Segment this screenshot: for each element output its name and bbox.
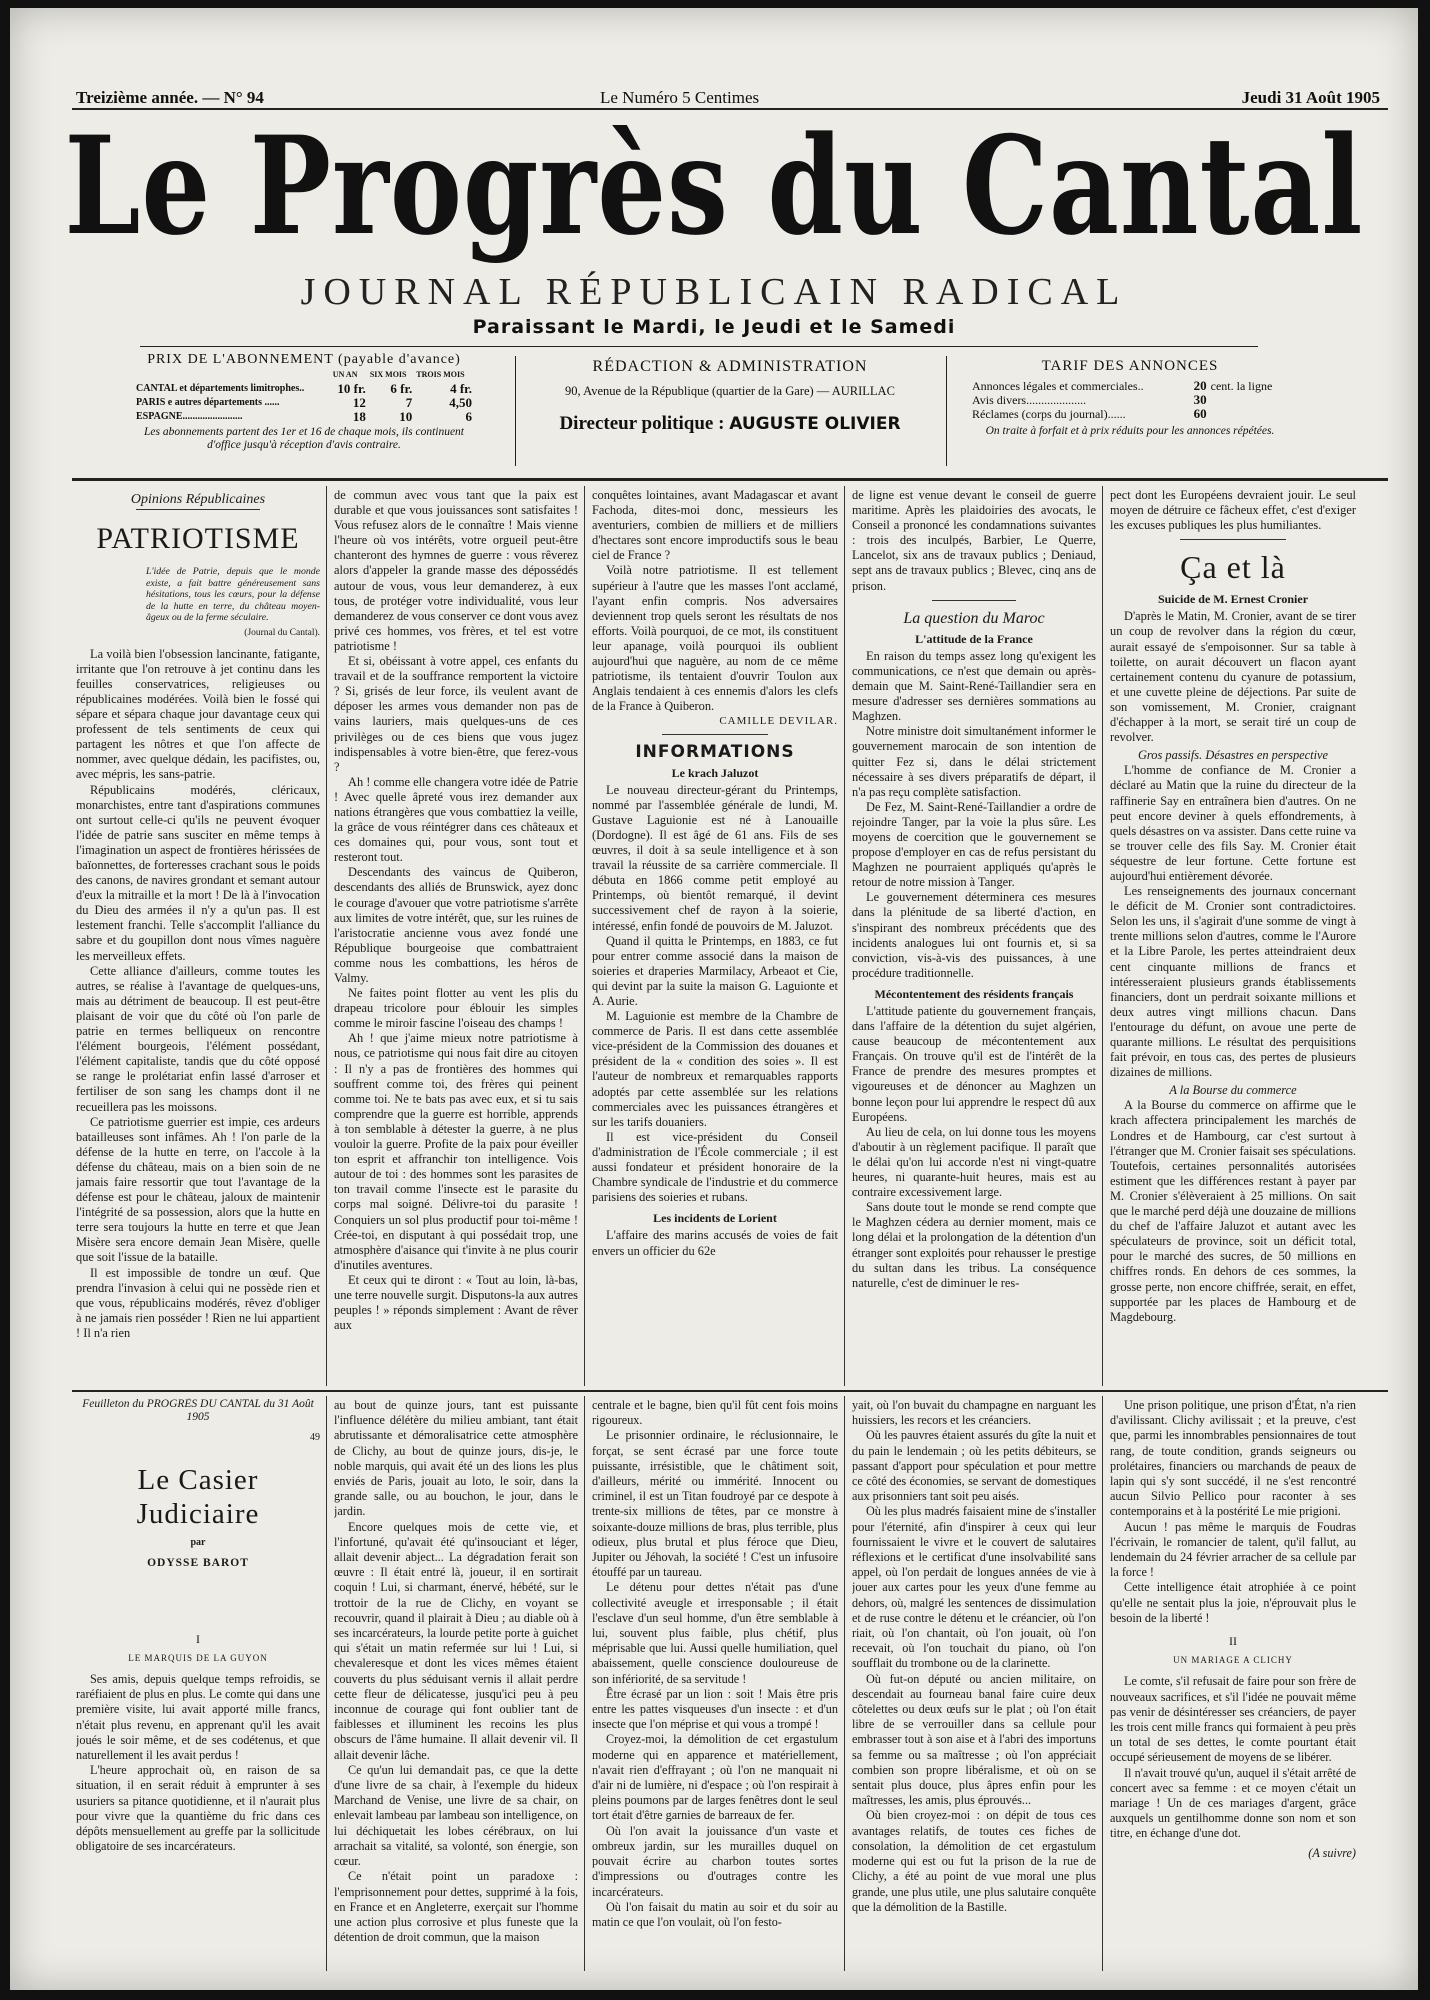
- paragraph: Il est vice-président du Conseil d'administration de l'École commerciale ; il est aussi fondateur et président honoraire de la Chambre syndicale de l'industrie et du commerce parisiens des soieries et rubans.: [592, 1129, 838, 1205]
- subscription-cell: 4,50: [449, 395, 472, 410]
- column-3: [592, 488, 838, 1386]
- director-name: AUGUSTE OLIVIER: [729, 414, 901, 434]
- paragraph: Et ceux qui te diront : « Tout au loin, là-bas, une terre nouvelle surgit. Disputons-la aux autres peuples ! » réponds simplement : Avant de rêver aux: [334, 1272, 578, 1333]
- ads-table: [970, 379, 1290, 421]
- paragraph: Où les plus madrés faisaient mine de s'installer pour l'éternité, afin d'inspirer à ceux qui leur fournissaient le vivre et le couvert de salutaires réflexions et le certificat d'une insolvabilité sans appel, où l'on perdait de longues années de vie à jouer aux cartes pour les yeux d'une femme au dehors, où, malgré les sentences de dissimulation et de ruse contre le détenu et le créancier, où l'on riait, où l'on chantait, où l'on jouait, où l'on recevait, où l'on touchait du piano, où l'on soufflait du trombone ou de la clarinette.: [852, 1504, 1096, 1671]
- subscription-cell: 18: [352, 409, 366, 424]
- maroc-title: La question du Maroc: [903, 609, 1045, 627]
- ads-row-unit: cent. la ligne: [1210, 379, 1273, 393]
- paragraph: Où les pauvres étaient assurés du gîte la nuit et du pain le lendemain ; où les petits débiteurs, se passant d'apport pour spéculation et pour mettre ce côté des économies, se servant de domestiques aux prisonniers tant soit peu aisés.: [852, 1428, 1096, 1504]
- separator: [1180, 539, 1286, 540]
- feuilleton-col5: [1110, 1398, 1356, 1973]
- feuilleton-author: ODYSSE BAROT: [147, 1557, 249, 1570]
- paragraph: M. Laguionie est membre de la Chambre de commerce de Paris. Il est dans cette assemblée vice-président de la Commission des douanes et président de la « condition des soies ». Il est l'auteur de nombreux et remarquables rapports adoptés par cette assemblée sur les relations commerciales avec les puissances étrangères et sur les tarifs douaniers.: [592, 1009, 838, 1129]
- director-label: Directeur politique :: [559, 413, 725, 434]
- article-title: PATRIOTISME: [96, 522, 300, 556]
- feuilleton-header: Feuilleton du PROGRÈS DU CANTAL du 31 Août 1905: [82, 1398, 314, 1423]
- ads-box: [970, 352, 1290, 438]
- paragraph: Où l'on avait la jouissance d'un vaste et ombreux jardin, sur les murailles duquel on pouvait écrire au charbon toutes sortes d'impressions ou d'outrages contre les incarcérateurs.: [592, 1823, 838, 1899]
- column-rule: [326, 1396, 327, 1971]
- period-six: SIX MOIS: [369, 370, 407, 379]
- paragraph: de commun avec vous tant que la paix est durable et que vous jouissances sont satisfaites ! Vous refusez alors de le connaître ! Mais vienne l'heure où vos intérêts, votre orgueil peut-être chanteront des hymnes de guerre : vous rêverez alors d'appeler la grande masse des dépossédés autour de vous, vous leur demanderez, à eux tous, de protéger votre individualité, vous leur demanderez de vous conserver ce dont vous avez privé ces hommes, vos frères, et tel est votre patriotisme !: [334, 488, 578, 653]
- feuilleton-col3: [592, 1398, 838, 1973]
- ads-row-value: 30: [1193, 392, 1207, 407]
- issue-date: Jeudi 31 Août 1905: [1241, 88, 1380, 107]
- subscription-heading: PRIX DE L'ABONNEMENT (payable d'avance): [147, 352, 461, 367]
- paragraph: centrale et le bagne, bien qu'il fût cent fois moins rigoureux.: [592, 1398, 838, 1428]
- article-epigraph: L'idée de Patrie, depuis que le monde existe, a fait battre généreusement sans hésitations, tous les cœurs, pour la défense de la hutte en terre, du château moyen-âgeux ou de la ferme séculaire.: [146, 566, 320, 624]
- paragraph: Sans doute tout le monde se rend compte que le Maghzen cédera au dernier moment, mais ce long délai et la prolongation de la détention d'un étranger sont exploités pour rehausser le prestige du sultan dans les tribus. La conséquence naturelle, c'est de diminuer le res-: [852, 1200, 1096, 1290]
- paragraph: Ce n'était point un paradoxe : l'emprisonnement pour dettes, supprimé à la fois, en France et en Angleterre, exerçait sur l'homme une action plus corrosive et plus funeste que la détention de droit commun, que la maison: [334, 1869, 578, 1945]
- paragraph: Le prisonnier ordinaire, le réclusionnaire, le forçat, se sent écrasé par une force toute puissante, irrésistible, que le châtiment soit, d'ailleurs, mérité ou immérité. Innocent ou criminel, il est un Titan foudroyé par ce despote à trente-six millions de têtes, par ce monstre à soixante-douze millions de bras, plus terrible, plus odieux, plus brutal et plus féroce que Dieu, Jupiter ou Jéhovah, la société ! C'est un infusoire étouffé par un taureau.: [592, 1428, 838, 1580]
- subscription-cell: 6 fr.: [390, 381, 413, 396]
- chapter-number: I: [196, 1631, 200, 1646]
- epigraph-source: (Journal du Cantal).: [244, 627, 320, 638]
- ads-row-label: Réclames (corps du journal)......: [972, 407, 1126, 421]
- ca-et-la-title: Ça et là: [1180, 549, 1286, 586]
- paragraph: Le gouvernement déterminera ces mesures dans la plénitude de sa liberté d'action, en s'inspirant des nombreux précédents que des incidents analogues lui ont fournis et, si sa conviction, vis-à-vis des puissances, à une procédure traditionnelle.: [852, 890, 1096, 980]
- paragraph: Il est impossible de tondre un œuf. Que prendra l'invasion à celui qui ne possède rien et que vous, républicains modérés, rêvez d'obliger à ne jamais rien posséder ! Rien ne lui appartient ! Il n'a rien: [76, 1265, 320, 1340]
- newspaper-page: [10, 8, 1418, 1990]
- paragraph: Descendants des vaincus de Quiberon, descendants des alliés de Brunswick, ayez donc le courage d'avouer que votre patriotisme s'arrête aux limites de votre intérêt, que, sur les ruines de l'aristocratie ancienne vous avez fondé une République bourgeoise que combattraient comme nous les combattions, les héros de Valmy.: [334, 865, 578, 985]
- subscription-cell: 10 fr.: [337, 381, 366, 396]
- subscription-cell: 4 fr.: [450, 381, 472, 396]
- period-three: TROIS MOIS: [416, 370, 465, 379]
- article-signature: CAMILLE DEVILAR.: [719, 715, 838, 728]
- paragraph: Ce qu'un lui demandait pas, ce que la dette d'une livre de sa chair, à l'exemple du hideux Marchand de Venise, une livre de sa chair, on enlevait lambeau par lambeau son intelligence, on lui déchiquetait les lobes cérébraux, on lui arrachait sa vitalité, sa volonté, son énergie, son cœur.: [334, 1762, 578, 1869]
- paragraph: L'heure approchait où, en raison de sa situation, il en serait réduit à emprunter à ses usuriers sa pitance quotidienne, et il n'aurait plus pour vivre que la quantième du fric dans ces dépôts mensuellement au greffe par la sollicitude obligatoire de ses incarcérateurs.: [76, 1763, 320, 1854]
- krach-heading: Le krach Jaluzot: [671, 765, 759, 780]
- paragraph: Où l'on faisait du matin au soir et du soir au matin ce que l'on voulait, où l'on festo-: [592, 1899, 838, 1929]
- paragraph: Voilà notre patriotisme. Il est tellement supérieur à l'autre que les masses l'ont acclamé, l'ayant enfin compris. Nos adversaires deviennent trop quels seront les résultats de nos efforts. Voilà pourquoi, de ce mot, ils constituent leur apanage, voilà pourquoi ils oublient aujourd'hui que naguère, au nom de ce même patriotisme, ils tentaient d'ouvrir Toulon aux Anglais tendaient à ces ennemis d'alors les clefs de la France à Quiberon.: [592, 563, 838, 714]
- paragraph: Croyez-moi, la démolition de cet ergastulum moderne qui en apparence et matériellement, n'avait rien d'effrayant ; où l'on ne manquait ni d'air ni de lumière, ni d'espace ; où l'on respirait à pleins poumons par de larges fenêtres dont le seul tort était d'être garnies de barreaux de fer.: [592, 1732, 838, 1823]
- feuilleton-number: 49: [310, 1432, 320, 1443]
- subscription-row-label: CANTAL et départements limitrophes..: [136, 383, 305, 394]
- subscription-row-label: PARIS e autres départements ......: [136, 397, 280, 408]
- paragraph: Être écrasé par un lion : soit ! Mais être pris entre les pattes visqueuses d'un insecte : et d'un insecte que l'on méprise et qui vous a trompé !: [592, 1686, 838, 1732]
- redaction-address: 90, Avenue de la République (quartier de la Gare) — AURILLAC: [565, 384, 895, 398]
- paragraph: Encore quelques mois de cette vie, et l'infortuné, qu'avait été qu'insouciant et léger, allait devenir abject... La dégradation ferait son œuvre : Il était entré là, joueur, il en sortirait coquin ! Lui, si charmant, énervé, hébété, sur le trottoir de la rue de Clichy, en voyant se recouvrir, quand il plairait à Dieu ; au diable où à ses incarcérateurs, la lourde petite porte à guichet qui s'était un matin refermée sur lui ! Lui, si chevaleresque et dont les vices mêmes étaient couverts du plus séduisant vernis il allait perdre cette fleur de délicatesse, jusqu'ici peu à peu inconnue de courage qui font oublier tant de faiblesses et illuminent les recoins les plus obscurs de l'âme humaine. Il allait devenir vil. Il allait devenir lâche.: [334, 1519, 578, 1762]
- ads-row-label: Avis divers....................: [972, 393, 1087, 407]
- feuilleton-title: Le Casier Judiciaire: [136, 1464, 260, 1531]
- subscription-cell: 7: [405, 395, 413, 410]
- paragraph: D'après le Matin, M. Cronier, avant de se tirer un coup de revolver dans la région du cœur, aurait essayé de s'empoisonner. Sur sa table à toilette, on aurait découvert un flacon ayant certainement contenu du cyanure de potassium, et une cuvette pleine de déjections. Par suite de son vomissement, M. Cronier, craignant d'échapper à la mort, se serait tiré un coup de revolver.: [1110, 609, 1356, 745]
- column-rule: [1102, 486, 1103, 1386]
- column-rule: [326, 486, 327, 1386]
- paragraph: Une prison politique, une prison d'État, n'a rien d'avilissant. Clichy avilissait ; et la preuve, c'est que, parmi les innombrables pensionnaires de tout rang, de toute condition, grands seigneurs ou prolétaires, financiers ou marchands de peaux de lapin qui s'y sont succédé, il ne s'est rencontré aucun Silvio Pellico pour raconter à ses contemporains et à la postérité Le mie prigioni.: [1110, 1398, 1356, 1519]
- subscription-row-label: ESPAGNE........................: [136, 411, 243, 422]
- masthead-subtitle: JOURNAL RÉPUBLICAIN RADICAL: [300, 271, 1128, 313]
- period-year: UN AN: [332, 370, 358, 379]
- paragraph: Cette intelligence était atrophiée à ce point qu'elle ne sentait plus la joie, n'éprouvait plus le besoin de la liberté !: [1110, 1580, 1356, 1625]
- feuilleton-col4: [852, 1398, 1096, 1973]
- paragraph: De Fez, M. Saint-René-Taillandier a ordre de rejoindre Tanger, par la voie la plus sûre. Les moyens de coercition que le gouvernement se propose d'employer en cas de refus persistant du Maghzen ne pourraient appliqués qu'après le retour de notre mission à Tanger.: [852, 799, 1096, 890]
- ads-row-value: 20: [1193, 378, 1207, 393]
- paragraph: Ce patriotisme guerrier est impie, ces ardeurs batailleuses sont infâmes. Ah ! l'on parle de la défense de la hutte en terre, on l'accole à la défense du château, mais on a bien soin de ne jamais faire ressortir que tout l'avantage de la défense est pour le château, jaloux de maintenir l'intégrité de sa possession, alors que la hutte en terre sera toujours la hutte en terre et que Jean Misère sera encore demain Jean Misère, quelle que soit l'issue de la bataille.: [76, 1114, 320, 1265]
- paragraph: A la Bourse du commerce on affirme que le krach affectera principalement les marchés de Londres et de Hambourg, car c'est surtout à l'étranger que M. Cronier faisait ses spéculations. Toutefois, certaines personnalités autorisées estiment que les différences restant à payer par M. Cronier s'élèveraient à 25 millions. On sait que le marché perd déjà une douzaine de millions du chef de l'affaire Jaluzot et autant avec les spéculateurs de province, soit un déficit total, pour le marché des sucres, de 50 millions en chiffres ronds. En dehors de ces sommes, la grosse perte, non encore chiffrée, serait, en effet, supportée par les places de Hambourg et de Magdebourg.: [1110, 1098, 1356, 1324]
- paragraph: yait, où l'on buvait du champagne en narguant les huissiers, les recors et les créanciers.: [852, 1398, 1096, 1428]
- publication-frequency: Paraissant le Mardi, le Jeudi et le Samedi: [472, 316, 956, 338]
- section-heading: Opinions Républicaines: [130, 492, 266, 507]
- paragraph: Et si, obéissant à votre appel, ces enfants du travail et de la souffrance remportent la victoire ? Si, grisés de leur force, ils veulent avant de déposer les armes vous demander non pas de vains lauriers, mais quelques-uns de ces privilèges ou de ces biens que vous jugez indispensables à votre bien-être, que ferez-vous ?: [334, 654, 578, 774]
- paragraph: La voilà bien l'obsession lancinante, fatigante, irritante que l'on retrouve à jet continu dans les feuilles conservatrices, religieuses ou républicaines modérées. Voilà bien le fossé qui sépare et sépara chaque jour davantage ceux qui professent de tels sentiments de ceux qui partagent les nôtres et que l'on affecte de nommer, avec quelque dédain, les pacifistes, ou, avec mépris, les sans-patrie.: [76, 646, 320, 782]
- redaction-box: [520, 352, 940, 435]
- column-5: [1110, 488, 1356, 1386]
- column-rule: [584, 1396, 585, 1971]
- informations-title: INFORMATIONS: [635, 741, 795, 762]
- gros-heading: Gros passifs. Désastres en perspective: [1137, 748, 1329, 763]
- header-bottom-rule: [72, 478, 1388, 481]
- feuilleton-col1: [76, 1398, 320, 1973]
- chapter-number: II: [1229, 1634, 1237, 1649]
- paragraph: Cette alliance d'ailleurs, comme toutes les autres, se réalise à l'avantage de quelques-uns, mais au détriment de beaucoup. Il est peut-être plaisant de voir que du côté où l'on parle de patrie en termes belliqueux on rencontre l'élément bourgeois, l'élément possédant, l'élément capitaliste, tandis que du côté opposé se range le prolétariat enfin lassé d'arroser et fertiliser de son sang les champs dont il ne recueillera pas les moissons.: [76, 963, 320, 1114]
- paragraph: Où bien croyez-moi : on dépit de tous ces avantages relatifs, de toutes ces fiches de consolation, la démolition de cet ergastulum moderne qui est ou fut la prison de la rue de Clichy, a été au point de vue moral une plus grande, une plus utile, une plus salutaire conquête que la démolition de la Bastille.: [852, 1808, 1096, 1914]
- subscription-cell: 12: [352, 395, 366, 410]
- header-rule: [140, 346, 1258, 347]
- to-be-continued: (A suivre): [1308, 1845, 1356, 1860]
- subscription-cell: 10: [399, 409, 413, 424]
- issue-number: Treizième année. — N° 94: [76, 88, 264, 107]
- paragraph: L'attitude patiente du gouvernement français, dans l'affaire de la détention du sujet algérien, cause beaucoup de mécontentement aux Français. On trouve qu'il est de l'intérêt de la France de prendre des mesures promptes et vigoureuses et de dénoncer au Maghzen un bonne leçon pour lui apprendre le respect dû aux Européens.: [852, 1004, 1096, 1124]
- paragraph: Républicains modérés, cléricaux, monarchistes, entre tant d'aspirations communes ont surtout celle-ci qu'ils ne peuvent évoquer l'idée de patrie sans susciter en même temps à l'imagination un aspect de frontières hérissées de baïonnettes, de forteresses crachant sous le poids des canons, de navires grondant et semant autour d'eux la mitraille et la mort ! De là à l'invocation du Dieu des armées il n'y a qu'un pas. Il est lestement franchi. Telle s'accomplit l'alliance du sabre et du goupillon dont nous vîmes naguère les merveilleux effets.: [76, 782, 320, 963]
- box-divider: [515, 356, 516, 466]
- paragraph: Il n'avait trouvé qu'un, auquel il s'était arrêté de concert avec sa femme : et ce moyen c'était un mariage ! Un de ces mariages d'argent, grâce auxquels un gentilhomme donne son nom et son titre, en échange d'une dot.: [1110, 1765, 1356, 1841]
- paragraph: Notre ministre doit simultanément informer le gouvernement marocain de son intention de quitter Fez si, dans le délai strictement nécessaire à ses divers préparatifs de départ, il n'a pas reçu complète satisfaction.: [852, 724, 1096, 799]
- column-rule: [844, 1396, 845, 1971]
- subscription-box: [134, 352, 474, 452]
- separator: [662, 734, 768, 735]
- ads-row-unit: [1209, 407, 1290, 421]
- paragraph: Ah ! comme elle changera votre idée de Patrie ! Avec quelle âpreté vous irez demander aux nations étrangères que vous combattiez la veille, la grâce de vous réintégrer dans ces châteaux et ces domaines qui, pour vous, sont tout et resteront tout.: [334, 774, 578, 865]
- feuilleton-by: par: [190, 1537, 206, 1549]
- paragraph: L'homme de confiance de M. Cronier a déclaré au Matin que la ruine du directeur de la raffinerie Say en entraînera bien d'autres. On ne peut encore deviner à quels effondrements, à quels désastres on va assister. Dans cette ruine va se trouver celle des fils Say. M. Cronier était séquestre de leur fortune. Cette fortune est aujourd'hui entièrement dévorée.: [1110, 763, 1356, 883]
- feuilleton-col2: [334, 1398, 578, 1973]
- separator: [136, 509, 260, 510]
- paragraph: Ne faites point flotter au vent les plis du drapeau tricolore pour éblouir les simples comme le miroir fascine l'oiseau des champs !: [334, 986, 578, 1031]
- mecontent-heading: Mécontentement des résidents français: [874, 986, 1074, 1001]
- paragraph: Où fut-on député ou ancien militaire, on descendait au fourneau banal faire cuire deux côtelettes ou deux œufs sur le plat ; où l'on était libre de se verrouiller dans sa cellule pour embrasser tout à son aise et à l'abri des importuns sa femme ou sa maîtresse ; où l'on appréciait combien son propre libéralisme, et où on se sentait plus douce, plus âpres enfin pour les maîtresses, les amis, plus éprouvés...: [852, 1671, 1096, 1808]
- ads-row-unit: [1209, 393, 1290, 407]
- separator: [932, 600, 1016, 601]
- article-patriotisme-col2: [334, 488, 578, 1386]
- feuilleton-rule: [72, 1390, 1388, 1392]
- paragraph: Le détenu pour dettes n'était pas d'une collectivité aveugle et irresponsable ; il était l'esclave d'un seul homme, d'un être semblable à lui, souvent plus faible, plus chétif, plus méprisable que lui. Aussi quelle humiliation, quel abaissement, quelle conscience douloureuse de son infériorité, de sa servitude !: [592, 1580, 838, 1686]
- column-rule: [844, 486, 845, 1386]
- column-4: [852, 488, 1096, 1386]
- paragraph: au bout de quinze jours, tant est puissante l'influence délétère du milieu ambiant, tant était abrutissante et démoralisatrice cette atmosphère de Clichy, au bout de quinze jours, dis-je, le noble marquis, qui avait été un des lions les plus enviés de Paris, jouait au loto, le soir, dans la grande salle, ou au bouchon, le jour, dans le jardin.: [334, 1398, 578, 1519]
- lorient-heading: Les incidents de Lorient: [653, 1211, 777, 1226]
- paragraph: Quand il quitta le Printemps, en 1883, ce fut pour entrer comme associé dans la maison de soieries et draperies Marmilacy, Arbeaot et Cie, qui devint par la suite la maison G. Laguionte et A. Aurie.: [592, 933, 838, 1008]
- paragraph: de ligne est venue devant le conseil de guerre maritime. Après les plaidoiries des avocats, le Conseil a prononcé les condamnations suivantes : trois des inculpés, Barbier, Le Querre, Lancelot, six ans de travaux publics ; Deniaud, sept ans de travaux publics ; Blevec, cinq ans de prison.: [852, 488, 1096, 593]
- subscription-note: Les abonnements partent des 1er et 16 de chaque mois, ils continuent d'office jusqu'à réception d'avis contraire.: [143, 426, 465, 451]
- paragraph: Le comte, s'il refusait de faire pour son frère de nouveaux sacrifices, et s'il l'idée ne pouvait même pas venir de désintéresser ses créanciers, de payer les trois cent mille francs qui formaient à peu près un total de ses dettes, le comte pourtant était occupé sérieusement de moyens de se libérer.: [1110, 1674, 1356, 1765]
- subscription-cell: 6: [465, 409, 472, 424]
- paragraph: L'affaire des marins accusés de voies de fait envers un officier du 62e: [592, 1228, 838, 1258]
- article-patriotisme-col1: [76, 488, 320, 1386]
- masthead-title: Le Progrès du Cantal: [64, 108, 1364, 266]
- paragraph: conquêtes lointaines, avant Madagascar et avant Fachoda, dites-moi donc, messieurs les aventuriers, combien de milliers et de milliers d'hectares sont encore improductifs sous le beau ciel de France ?: [592, 488, 838, 563]
- column-rule: [1102, 1396, 1103, 1971]
- paragraph: Ah ! que j'aime mieux notre patriotisme à nous, ce patriotisme qui nous fait dire au citoyen : Il n'y a pas de frontières des hommes qui souffrent comme toi, des frères qui peinent comme toi. Ne te bats pas avec eux, et si tu sais comprendre que la guerre est horrible, apprends à ton semblable à détester la guerre, à ne plus vouloir la guerre. Profite de la paix pour éveiller ton esprit et affranchir ton intelligence. Vois autour de toi : des hommes sont les parasites de ton travail comme l'insecte est le parasite du corps mal soigné. Délivre-toi du parasite ! Conquiers un sol plus productif pour toi-même ! Crée-toi, en disputant à qui possédait trop, une atmosphère d'aisance qui t'invite à ne plus courir d'inutiles aventures.: [334, 1031, 578, 1272]
- redaction-heading: RÉDACTION & ADMINISTRATION: [592, 358, 868, 375]
- ads-heading: TARIF DES ANNONCES: [1041, 358, 1219, 374]
- ads-row-value: 60: [1193, 406, 1207, 421]
- column-rule: [584, 486, 585, 1386]
- paragraph: Les renseignements des journaux concernant le déficit de M. Cronier sont contradictoires. Selon les uns, il s'agirait d'une somme de vingt à trente millions selon d'autres, comme le l'Aurore et la Libre Parole, les pertes atteindraient deux cent cinquante millions de francs et intéresseraient plusieurs grands établissements financiers, dont un perdrait soixante millions et deux autres vingt millions chacun. Dans l'entourage du défunt, on avoue une perte de quarante millions. Le résultat des perquisitions fait prévoir, en tous cas, des pertes de plusieurs dizaines de millions.: [1110, 884, 1356, 1080]
- suicide-heading: Suicide de M. Ernest Cronier: [1157, 592, 1309, 607]
- paragraph: pect dont les Européens devraient jouir. Le seul moyen de détruire ce fâcheux effet, c'est d'exiger les excuses publiques les plus humiliantes.: [1110, 488, 1356, 533]
- chapter-title: LE MARQUIS DE LA GUYON: [128, 1652, 268, 1663]
- subscription-table: [134, 368, 474, 424]
- box-divider: [946, 356, 947, 466]
- attitude-heading: L'attitude de la France: [915, 631, 1033, 646]
- ads-note: On traite à forfait et à prix réduits pour les annonces répétées.: [985, 425, 1275, 437]
- ads-row-label: Annonces légales et commerciales..: [972, 379, 1144, 393]
- paragraph: Au lieu de cela, on lui donne tous les moyens d'aboutir à un règlement pacifique. Il paraît que le délai qu'on lui accorde n'est ni vingt-quatre heures, ni quarante-huit heures, mais est au contraire excessivement large.: [852, 1124, 1096, 1200]
- issue-price: Le Numéro 5 Centimes: [600, 88, 760, 107]
- paragraph: Ses amis, depuis quelque temps refroidis, se raréfiaient de plus en plus. Le comte qui dans une première visite, lui avait apporté mille francs, n'était plus revenu, en apprenant qu'il les avait joués le soir même, et de ses codétenus, et que naturellement il les avait perdus !: [76, 1672, 320, 1763]
- bourse-heading: A la Bourse du commerce: [1169, 1083, 1297, 1098]
- paragraph: En raison du temps assez long qu'exigent les communications, ce n'est que demain ou après-demain que M. Saint-René-Taillandier sera en mesure d'adresser ses dernières sommations au Maghzen.: [852, 648, 1096, 724]
- paragraph: Aucun ! pas même le marquis de Foudras l'écrivain, le romancier de talent, qu'il fallut, au lendemain du 24 février arracher de sa cellule par la force !: [1110, 1519, 1356, 1580]
- paragraph: Le nouveau directeur-gérant du Printemps, nommé par l'assemblée générale de lundi, M. Gustave Laguionie est né à Lanouaille (Dordogne). Il est âgé de 61 ans. Fils de ses œuvres, il doit à sa seule intelligence et à son travail la réussite de sa carrière commerciale. Il débuta en 1866 comme petit employé au Printemps, où bientôt remarqué, il devint successivement chef de rayon à la soierie, intéressé, enfin fondé de pouvoirs de M. Jaluzot.: [592, 782, 838, 933]
- chapter-title: UN MARIAGE A CLICHY: [1173, 1655, 1293, 1666]
